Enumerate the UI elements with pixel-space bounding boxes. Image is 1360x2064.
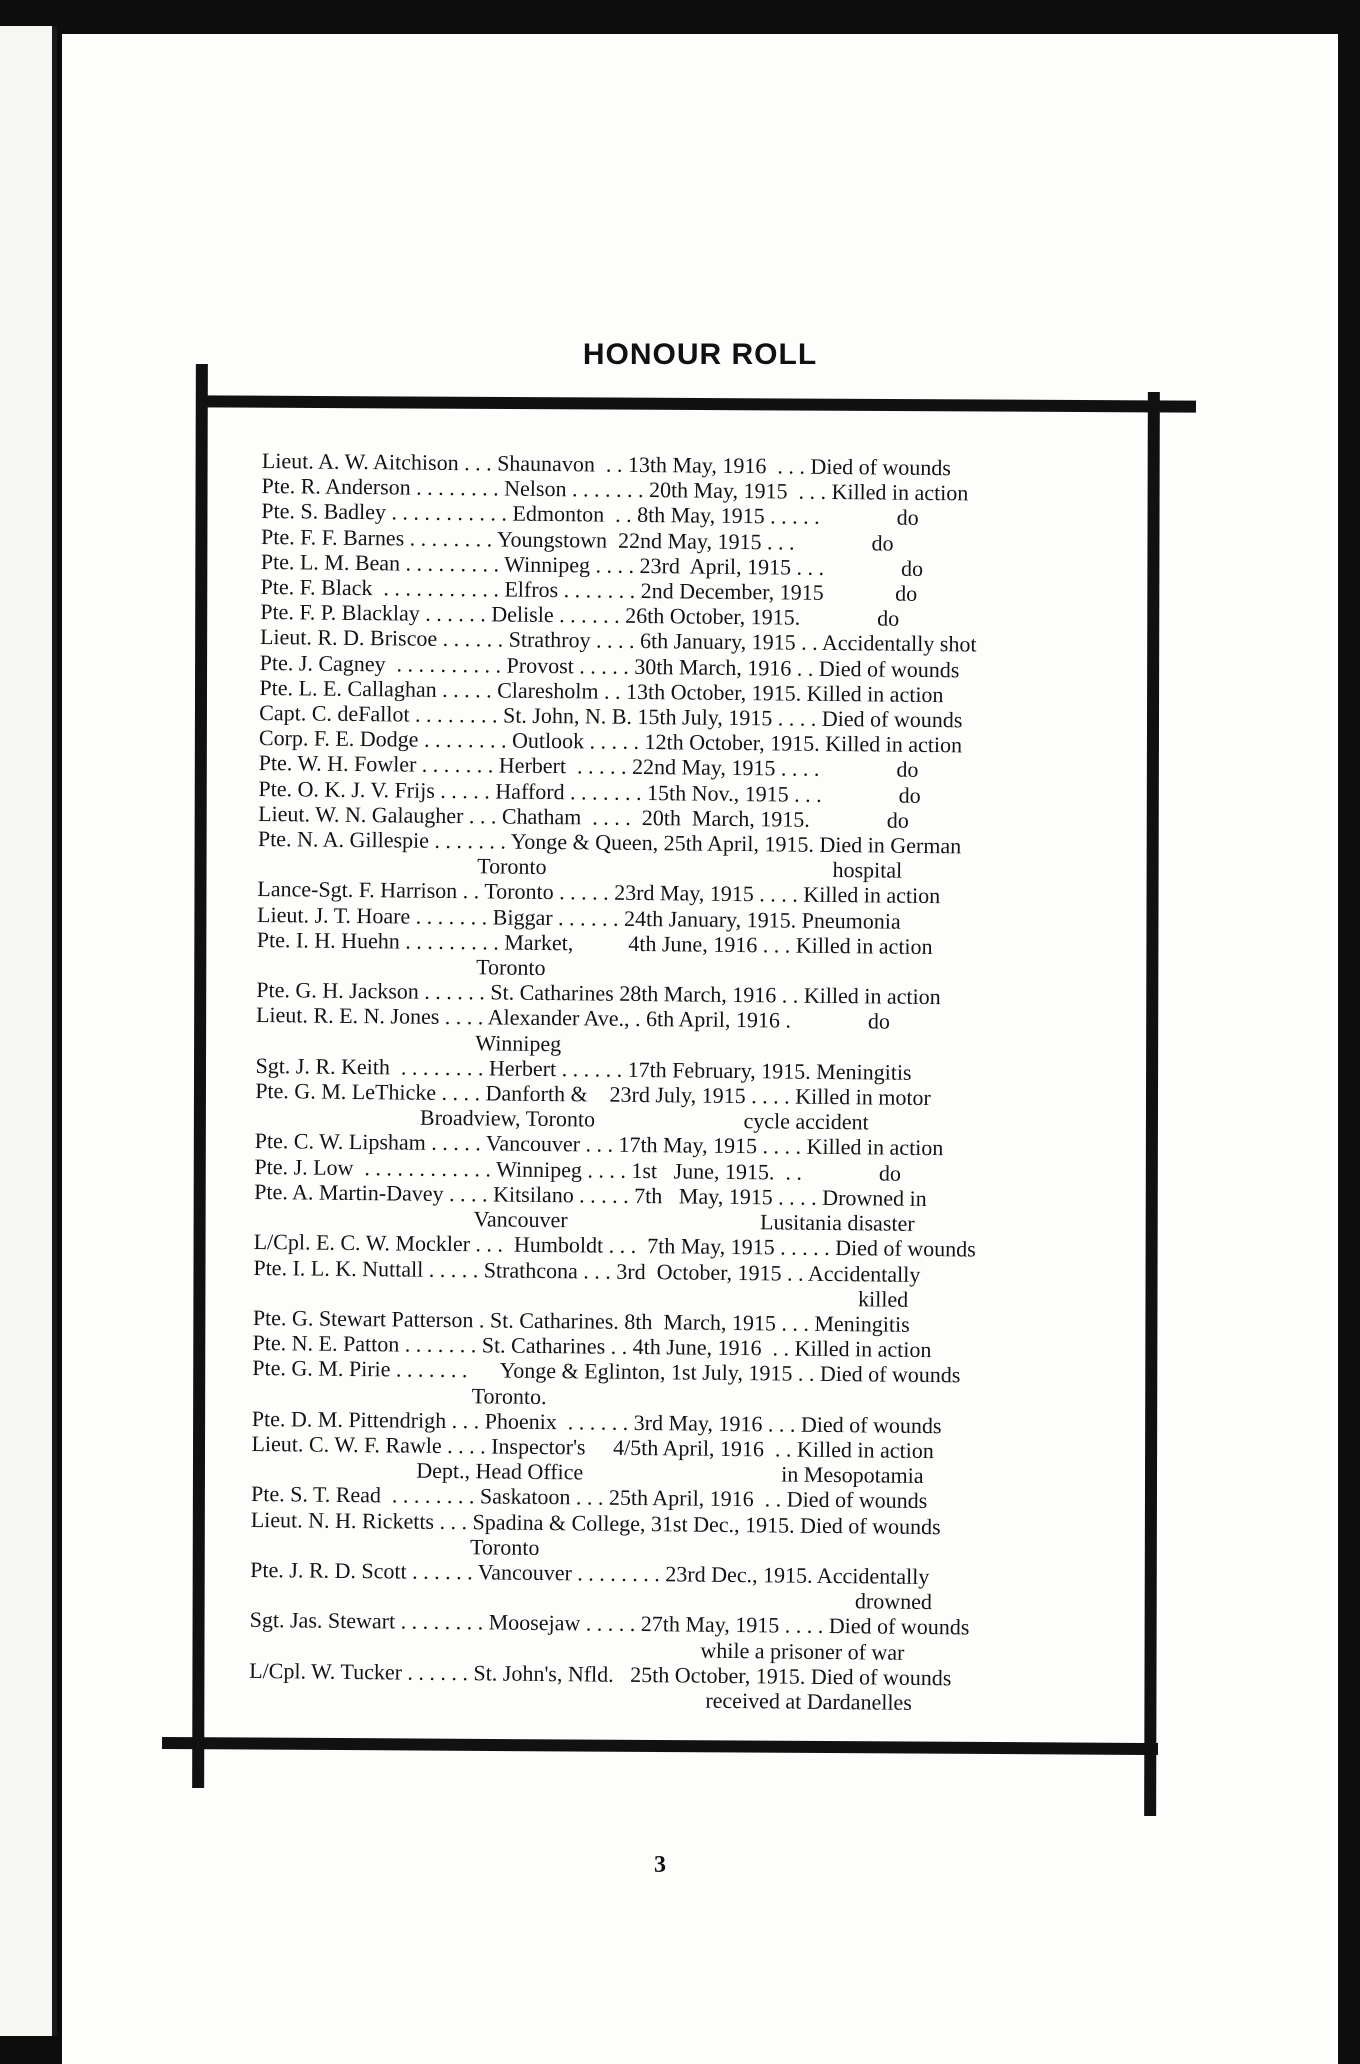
roll-entry-line: Pte. C. W. Lipsham . . . . . Vancouver . . . 17th May, 1915 . . . . Killed in action: [254, 1128, 944, 1161]
roll-entry-line: Pte. S. T. Read . . . . . . . . Saskatoon . . . 25th April, 1916 . . Died of wounds: [250, 1481, 928, 1514]
honour-roll-list: [249, 448, 1124, 1717]
roll-entry: [258, 826, 1120, 885]
roll-entry-continuation: while a prisoner of war: [249, 1632, 905, 1665]
roll-entry-line: Lieut. W. N. Galaugher . . . Chatham . . . . 20th March, 1915. do: [258, 800, 910, 833]
roll-entry-line: Pte. F. P. Blacklay . . . . . . Delisle . . . . . . 26th October, 1915. do: [260, 599, 900, 631]
roll-entry-continuation: Toronto: [256, 952, 546, 981]
roll-entry-line: Pte. G. H. Jackson . . . . . . St. Catharines 28th March, 1916 . . Killed in action: [256, 977, 941, 1010]
roll-entry-line: Lieut. A. W. Aitchison . . . Shaunavon . . 13th May, 1916 . . . Died of wounds: [261, 448, 952, 481]
roll-entry-line: Pte. J. R. D. Scott . . . . . . Vancouver . . . . . . . . 23rd Dec., 1915. Accidentally: [250, 1556, 930, 1589]
roll-entry-line: Pte. G. M. Pirie . . . . . . . Yonge & Eglinton, 1st July, 1915 . . Died of wounds: [252, 1355, 961, 1388]
roll-entry-line: Pte. G. Stewart Patterson . St. Catharines. 8th March, 1915 . . . Meningitis: [252, 1304, 910, 1337]
roll-entry-line: Pte. F. Black . . . . . . . . . . . Elfros . . . . . . . 2nd December, 1915 do: [260, 574, 918, 606]
roll-entry: [256, 1002, 1118, 1061]
roll-entry-continuation: Broadview, Toronto cycle accident: [254, 1103, 869, 1135]
roll-entry-line: Lieut. C. W. F. Rawle . . . . Inspector's 4/5th April, 1916 . . Killed in action: [251, 1430, 934, 1464]
roll-entry: [249, 1658, 1111, 1717]
roll-entry-line: Lieut. R. D. Briscoe . . . . . . Strathroy . . . . 6th January, 1915 . . Accidentally shot: [259, 624, 977, 657]
roll-entry-continuation: killed: [253, 1279, 909, 1312]
roll-entry-line: Pte. L. E. Callaghan . . . . . Claresholm . . 13th October, 1915. Killed in action: [259, 674, 944, 707]
roll-entry-continuation: drowned: [249, 1582, 933, 1615]
roll-entry-line: Sgt. J. R. Keith . . . . . . . . Herbert . . . . . . 17th February, 1915. Meningitis: [255, 1052, 912, 1085]
roll-entry: [250, 1506, 1112, 1565]
roll-entry-line: Pte. I. H. Huehn . . . . . . . . . Market, 4th June, 1916 . . . Killed in action: [256, 926, 933, 959]
roll-entry: [252, 1355, 1114, 1414]
roll-entry-line: Lieut. R. E. N. Jones . . . . Alexander Ave., . 6th April, 1916 . do: [255, 1002, 891, 1035]
roll-entry: [254, 1179, 1116, 1238]
roll-entry: [250, 1557, 1112, 1616]
roll-entry-line: Pte. F. F. Barnes . . . . . . . . Youngstown 22nd May, 1915 . . . do: [260, 523, 894, 556]
roll-entry-line: L/Cpl. E. C. W. Mockler . . . Humboldt . . . 7th May, 1915 . . . . . Died of wounds: [253, 1229, 976, 1262]
roll-entry-line: Sgt. Jas. Stewart . . . . . . . . Moosejaw . . . . . 27th May, 1915 . . . . Died of wounds: [249, 1607, 970, 1640]
roll-entry-continuation: received at Dardanelles: [248, 1682, 912, 1715]
roll-entry-line: Pte. R. Anderson . . . . . . . . Nelson . . . . . . . 20th May, 1915 . . . Killed in action: [261, 473, 969, 506]
roll-entry-line: Lieut. N. H. Ricketts . . . Spadina & College, 31st Dec., 1915. Died of wounds: [250, 1506, 941, 1539]
roll-entry-line: Lieut. J. T. Hoare . . . . . . . Biggar . . . . . . 24th January, 1915. Pneumonia: [256, 901, 901, 934]
roll-entry-line: Pte. J. Low . . . . . . . . . . . . Winnipeg . . . . 1st June, 1915. . . do: [254, 1153, 902, 1186]
page-number: 3: [654, 1852, 666, 1878]
roll-entry-line: Pte. I. L. K. Nuttall . . . . . Strathcona . . . 3rd October, 1915 . . Accidentally: [253, 1254, 921, 1287]
roll-entry-line: Pte. O. K. J. V. Frijs . . . . . Hafford . . . . . . . 15th Nov., 1915 . . . do: [258, 775, 921, 808]
roll-entry-continuation: Toronto: [250, 1531, 540, 1560]
roll-entry-line: Pte. S. Badley . . . . . . . . . . . Edmonton . . 8th May, 1915 . . . . . do: [261, 498, 919, 531]
roll-entry-continuation: Vancouver Lusitania disaster: [253, 1204, 915, 1236]
book-spine: [0, 26, 57, 2036]
roll-entry-line: Lance-Sgt. F. Harrison . . Toronto . . . . . 23rd May, 1915 . . . . Killed in action: [257, 876, 941, 909]
roll-entry-line: Corp. F. E. Dodge . . . . . . . . Outlook . . . . . 12th October, 1915. Killed in action: [258, 725, 963, 758]
roll-entry-line: Pte. W. H. Fowler . . . . . . . Herbert . . . . . 22nd May, 1915 . . . . do: [258, 750, 919, 783]
roll-entry-line: Pte. L. M. Bean . . . . . . . . . Winnipeg . . . . 23rd April, 1915 . . . do: [260, 548, 924, 581]
roll-entry-line: Pte. D. M. Pittendrigh . . . Phoenix . . . . . . 3rd May, 1916 . . . Died of wounds: [251, 1405, 942, 1438]
roll-entry-continuation: Toronto.: [251, 1380, 547, 1409]
roll-entry: [253, 1254, 1115, 1313]
roll-entry-continuation: Dept., Head Office in Mesopotamia: [251, 1456, 924, 1489]
page-title: HONOUR ROLL: [582, 338, 818, 371]
roll-entry: [255, 1078, 1117, 1137]
roll-entry: [249, 1607, 1111, 1666]
roll-entry-continuation: Winnipeg: [255, 1027, 562, 1056]
roll-entry-line: Pte. J. Cagney . . . . . . . . . . Provost . . . . . 30th March, 1916 . . Died of wounds: [259, 649, 960, 682]
roll-entry-line: Pte. N. E. Patton . . . . . . . St. Catharines . . 4th June, 1916 . . Killed in action: [252, 1330, 932, 1363]
roll-entry: [256, 927, 1118, 986]
roll-entry: [251, 1431, 1113, 1490]
roll-entry-line: Pte. N. A. Gillespie . . . . . . . Yonge & Queen, 25th April, 1915. Died in German: [257, 826, 962, 859]
roll-entry-continuation: Toronto hospital: [257, 851, 903, 883]
roll-entry-line: L/Cpl. W. Tucker . . . . . . St. John's, Nfld. 25th October, 1915. Died of wounds: [249, 1657, 952, 1691]
roll-entry-line: Capt. C. deFallot . . . . . . . . St. John, N. B. 15th July, 1915 . . . . Died of wounds: [259, 700, 963, 733]
roll-entry-line: Pte. G. M. LeThicke . . . . Danforth & 23rd July, 1915 . . . . Killed in motor: [255, 1078, 931, 1111]
roll-entry-line: Pte. A. Martin-Davey . . . . Kitsilano . . . . . 7th May, 1915 . . . . Drowned in: [254, 1178, 927, 1211]
